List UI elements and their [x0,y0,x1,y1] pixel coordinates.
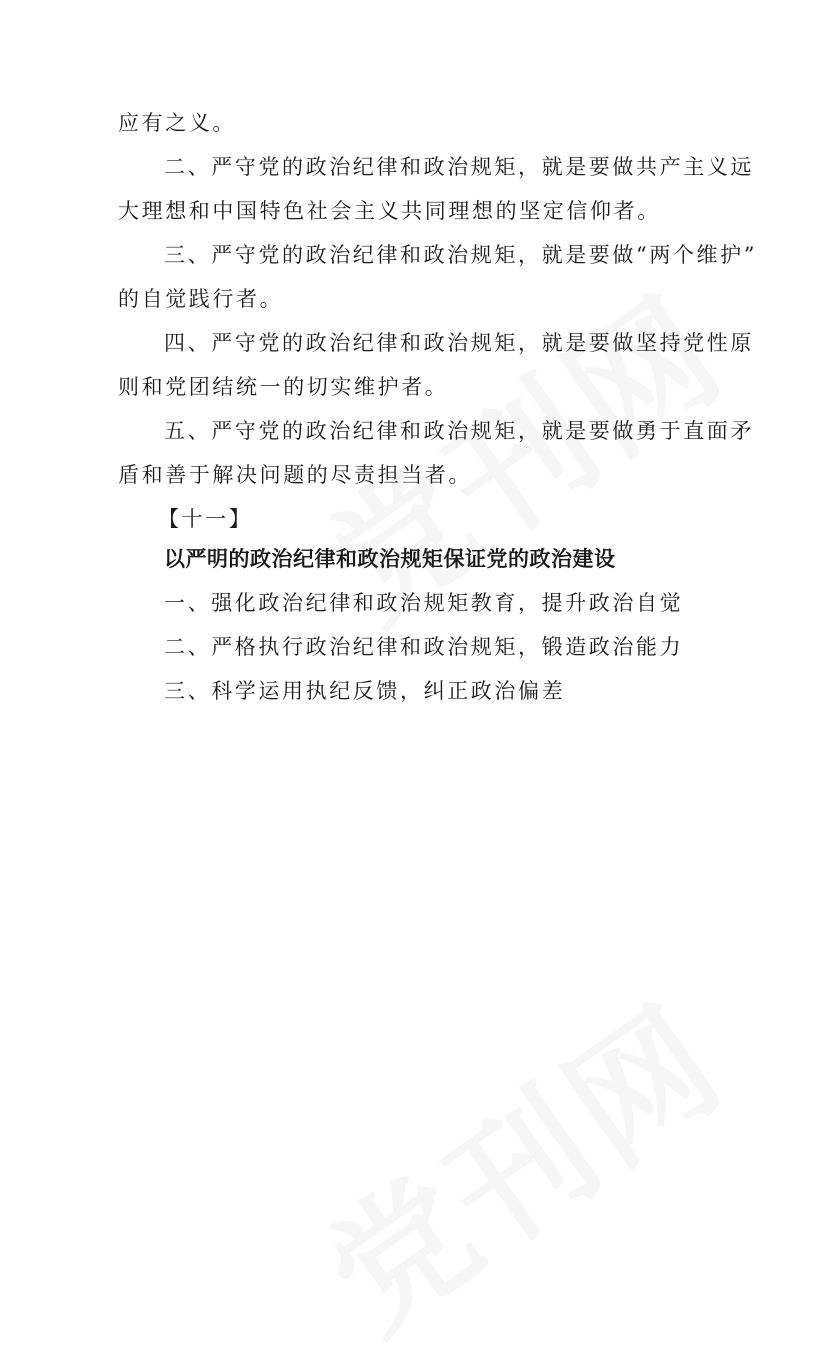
outline-item-3: 三、科学运用执纪反馈，纠正政治偏差 [164,679,566,703]
text-line-5: 的自觉践行者。 [118,287,284,311]
text-line-4: 三、严守党的政治纪律和政治规矩，就是要做“两个维护” [164,243,758,267]
outline-item-2: 二、严格执行政治纪律和政治规矩，锻造政治能力 [164,635,684,659]
section-heading: 以严明的政治纪律和政治规矩保证党的政治建设 [164,546,616,571]
text-line-1: 应有之义。 [118,111,236,135]
text-line-2: 二、严守党的政治纪律和政治规矩，就是要做共产主义远 [164,155,754,179]
text-line-3: 大理想和中国特色社会主义共同理想的坚定信仰者。 [118,199,661,223]
watermark-lower [282,953,756,1368]
text-line-8: 五、严守党的政治纪律和政治规矩，就是要做勇于直面矛 [164,419,754,443]
outline-item-1: 一、强化政治纪律和政治规矩教育，提升政治自觉 [164,591,684,615]
section-number: 【十一】 [158,507,253,531]
text-line-9: 盾和善于解决问题的尽责担当者。 [118,463,472,487]
text-line-7: 则和党团结统一的切实维护者。 [118,375,449,399]
text-line-6: 四、严守党的政治纪律和政治规矩，就是要做坚持党性原 [164,331,754,355]
